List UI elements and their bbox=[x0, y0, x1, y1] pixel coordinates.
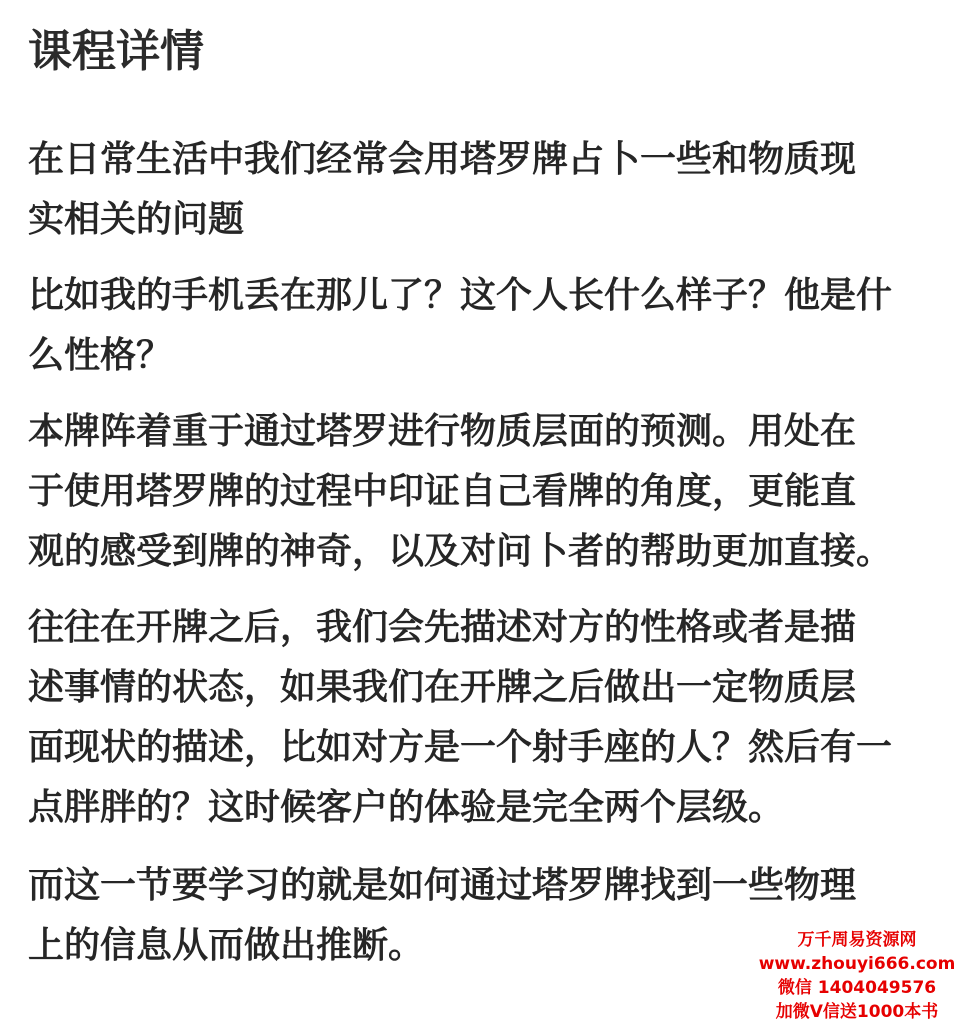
paragraph-line: 于使用塔罗牌的过程中印证自己看牌的角度，更能直 bbox=[28, 471, 857, 512]
paragraph-4 bbox=[28, 598, 938, 838]
paragraph-line: 往往在开牌之后，我们会先描述对方的性格或者是描 bbox=[28, 607, 857, 648]
paragraph-line: 实相关的问题 bbox=[28, 199, 245, 240]
paragraph-3 bbox=[28, 402, 938, 582]
paragraph-line: 观的感受到牌的神奇，以及对问卜者的帮助更加直接。 bbox=[28, 531, 893, 572]
paragraph-line: 而这一节要学习的就是如何通过塔罗牌找到一些物理 bbox=[28, 865, 857, 906]
watermark bbox=[757, 928, 957, 1024]
watermark-promo: 加微V信送1000本书 bbox=[775, 1002, 939, 1022]
watermark-wechat: 微信 1404049576 bbox=[777, 978, 937, 998]
page-title: 课程详情 bbox=[28, 26, 204, 77]
paragraph-2 bbox=[28, 266, 938, 386]
paragraph-line: 述事情的状态，如果我们在开牌之后做出一定物质层 bbox=[28, 667, 857, 708]
paragraph-line: 上的信息从而做出推断。 bbox=[28, 925, 425, 966]
paragraph-line: 比如我的手机丢在那儿了？这个人长什么样子？他是什 bbox=[28, 275, 893, 316]
paragraph-1 bbox=[28, 130, 938, 250]
paragraph-line: 么性格？ bbox=[28, 335, 173, 376]
watermark-site-name: 万千周易资源网 bbox=[797, 930, 917, 950]
paragraph-line: 在日常生活中我们经常会用塔罗牌占卜一些和物质现 bbox=[28, 139, 857, 180]
watermark-url: www.zhouyi666.com bbox=[758, 954, 956, 974]
paragraph-line: 点胖胖的？这时候客户的体验是完全两个层级。 bbox=[28, 787, 785, 828]
paragraph-line: 本牌阵着重于通过塔罗进行物质层面的预测。用处在 bbox=[28, 411, 857, 452]
paragraph-line: 面现状的描述，比如对方是一个射手座的人？然后有一 bbox=[28, 727, 893, 768]
